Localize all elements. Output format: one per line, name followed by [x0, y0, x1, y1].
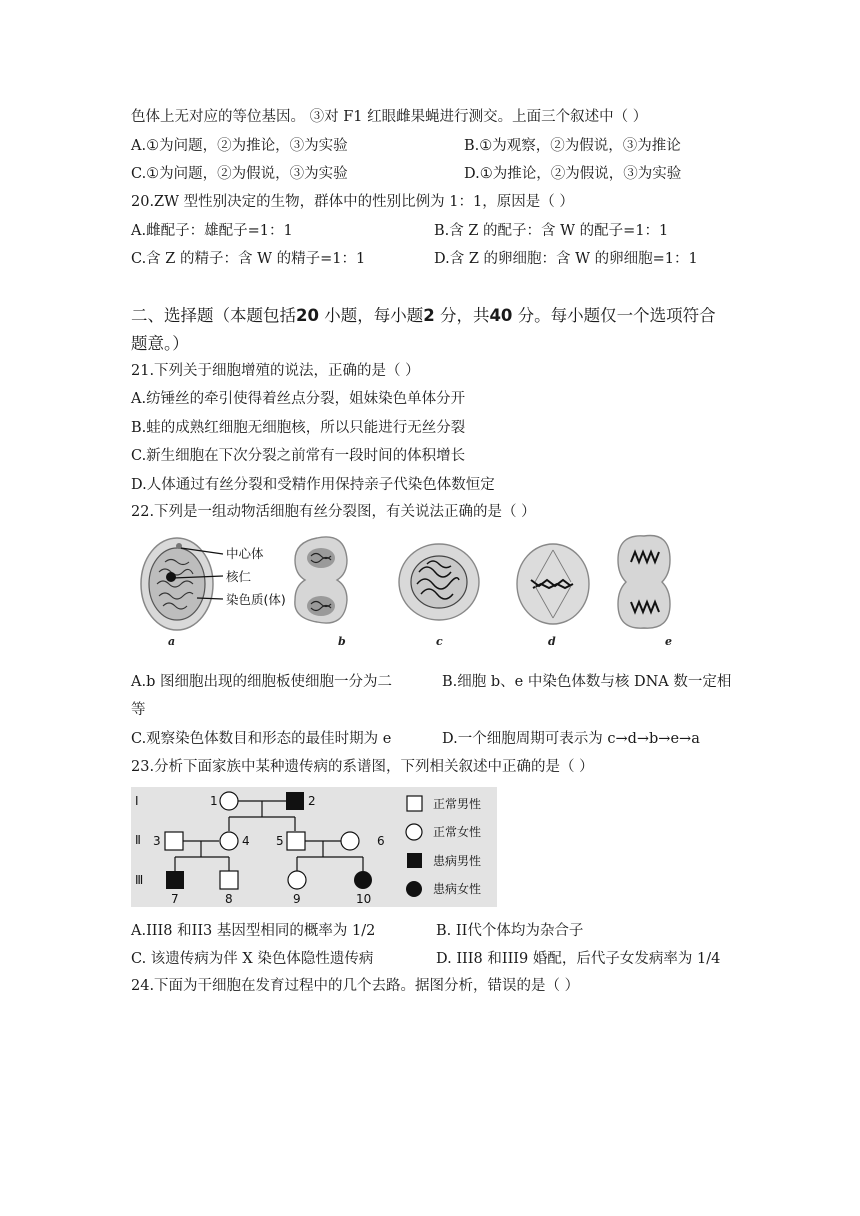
q24-stem: 24.下面为干细胞在发育过程中的几个去路。据图分析，错误的是（ ）	[131, 978, 580, 994]
individual-1	[220, 792, 238, 810]
num-2: 2	[308, 794, 316, 808]
gen-label-3: Ⅲ	[135, 873, 144, 887]
legend-affected-male-icon	[407, 853, 422, 868]
q22-stem: 22.下列是一组动物活细胞有丝分裂图，有关说法正确的是（ ）	[131, 504, 536, 520]
individual-3	[165, 832, 183, 850]
q21-option-c: C.新生细胞在下次分裂之前常有一段时间的体积增长	[131, 448, 466, 464]
num-9: 9	[293, 892, 301, 906]
num-8: 8	[225, 892, 233, 906]
q21-stem: 21.下列关于细胞增殖的说法，正确的是（ ）	[131, 363, 420, 379]
cell-d	[517, 544, 589, 624]
q20-option-c: C.含 Z 的精子：含 W 的精子=1：1	[131, 251, 366, 267]
q19-option-c: C.①为问题，②为假说，③为实验	[131, 166, 348, 182]
caption-d: d	[548, 635, 556, 648]
q19-option-a: A.①为问题，②为推论，③为实验	[131, 138, 348, 154]
q22-option-d: D.一个细胞周期可表示为 c→d→b→e→a	[442, 731, 700, 747]
q23-option-b: B. II代个体均为杂合子	[436, 923, 584, 939]
cell-e	[618, 536, 670, 629]
individual-6	[341, 832, 359, 850]
q23-stem: 23.分析下面家族中某种遗传病的系谱图，下列相关叙述中正确的是（ ）	[131, 759, 594, 775]
q23-option-a: A.III8 和II3 基因型相同的概率为 1/2	[131, 923, 376, 939]
q22-option-b: B.细胞 b、e 中染色体数与核 DNA 数一定相	[442, 674, 732, 690]
num-7: 7	[171, 892, 179, 906]
legend-affected-male: 患病男性	[433, 854, 482, 868]
q21-option-b: B.蛙的成熟红细胞无细胞核，所以只能进行无丝分裂	[131, 420, 466, 436]
caption-b: b	[338, 635, 346, 648]
q21-option-d: D.人体通过有丝分裂和受精作用保持亲子代染色体数恒定	[131, 477, 495, 493]
individual-10	[354, 871, 372, 889]
gen-label-2: Ⅱ	[135, 833, 141, 847]
q21-option-a: A.纺锤丝的牵引使得着丝点分裂，姐妹染色单体分开	[131, 391, 466, 407]
q20-option-b: B.含 Z 的配子：含 W 的配子=1：1	[434, 223, 669, 239]
pedigree-chart	[131, 787, 497, 907]
individual-5	[287, 832, 305, 850]
q20-stem: 20.ZW 型性别决定的生物，群体中的性别比例为 1：1，原因是（ ）	[131, 194, 574, 210]
section-heading: 二、选择题（本题包括20 小题，每小题2 分，共40 分。每小题仅一个选项符合	[131, 306, 716, 325]
gen-label-1: Ⅰ	[135, 794, 139, 808]
legend-normal-female-icon	[406, 824, 422, 840]
q22-option-c: C.观察染色体数目和形态的最佳时期为 e	[131, 731, 392, 747]
q22-option-a: A.b 图细胞出现的细胞板使细胞一分为二	[131, 674, 392, 690]
caption-e: e	[665, 635, 672, 648]
caption-a: a	[168, 635, 176, 648]
label-centrosome: 中心体	[226, 546, 264, 561]
legend-affected-female-icon	[406, 881, 422, 897]
q19-option-b: B.①为观察，②为假说，③为推论	[464, 138, 681, 154]
individual-7	[166, 871, 184, 889]
label-chromatin: 染色质(体)	[226, 592, 286, 607]
q22-option-b-cont: 等	[131, 702, 146, 718]
num-4: 4	[242, 834, 250, 848]
num-6: 6	[377, 834, 385, 848]
individual-4	[220, 832, 238, 850]
q20-option-d: D.含 Z 的卵细胞：含 W 的卵细胞=1：1	[434, 251, 698, 267]
num-1: 1	[210, 794, 218, 808]
legend-normal-male: 正常男性	[433, 797, 482, 811]
mitosis-figure	[131, 532, 701, 652]
cell-c	[399, 544, 479, 620]
individual-9	[288, 871, 306, 889]
individual-8	[220, 871, 238, 889]
cell-b	[295, 537, 347, 623]
label-nucleolus: 核仁	[226, 569, 252, 584]
num-3: 3	[153, 834, 161, 848]
num-10: 10	[356, 892, 372, 906]
caption-c: c	[436, 635, 443, 648]
q20-option-a: A.雌配子：雄配子=1：1	[131, 223, 293, 239]
individual-2	[286, 792, 304, 810]
q19-option-d: D.①为推论，②为假说，③为实验	[464, 166, 682, 182]
legend-affected-female: 患病女性	[433, 882, 482, 896]
legend-normal-male-icon	[407, 796, 422, 811]
q19-stem-tail: 色体上无对应的等位基因。 ③对 F1 红眼雌果蝇进行测交。上面三个叙述中（ ）	[131, 109, 648, 125]
num-5: 5	[276, 834, 284, 848]
q23-option-d: D. III8 和III9 婚配，后代子女发病率为 1/4	[436, 951, 721, 967]
section-heading-line2: 题意。）	[131, 334, 189, 353]
legend-normal-female: 正常女性	[433, 825, 482, 839]
cell-a	[141, 538, 213, 630]
q23-option-c: C. 该遗传病为伴 X 染色体隐性遗传病	[131, 951, 374, 967]
